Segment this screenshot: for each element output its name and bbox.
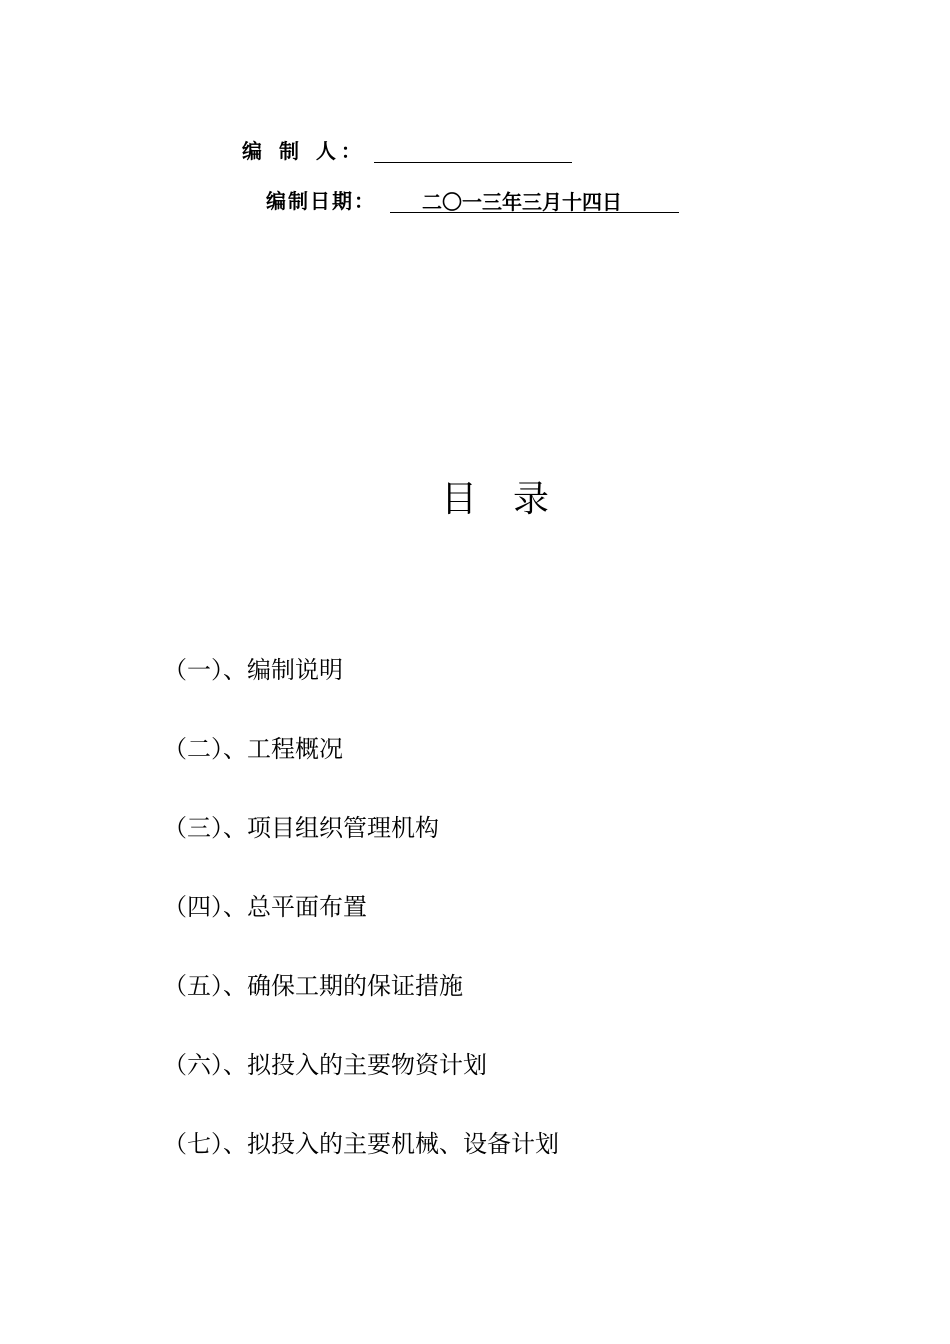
editor-field [242,138,572,163]
toc-list [163,654,559,1207]
toc-item: （七）、拟投入的主要机械、设备计划 [163,1130,559,1158]
editor-blank-line [374,138,572,163]
toc-item: （一）、编制说明 [163,656,343,684]
date-value: 二〇一三年三月十四日 [422,190,622,214]
toc-item: （五）、确保工期的保证措施 [163,972,463,1000]
date-label: 编制日期： [266,189,376,213]
date-blank-line [390,188,679,213]
toc-item: （三）、项目组织管理机构 [163,814,439,842]
date-field [266,188,679,213]
toc-item: （二）、工程概况 [163,735,343,763]
toc-title: 目录 [441,479,586,520]
editor-label: 编 制 人： [242,139,366,163]
toc-item: （四）、总平面布置 [163,893,367,921]
toc-item: （六）、拟投入的主要物资计划 [163,1051,487,1079]
